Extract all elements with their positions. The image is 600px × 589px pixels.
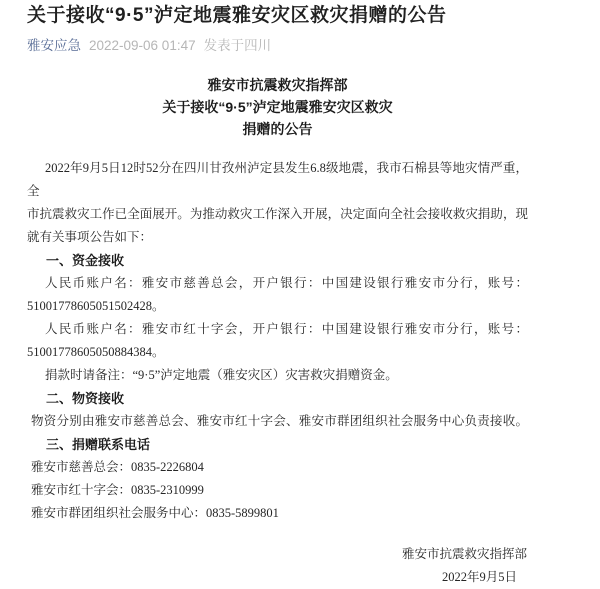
materials-paragraph [27, 410, 528, 433]
materials-line: 物资分别由雅安市慈善总会、雅安市红十字会、雅安市群团组织社会服务中心负责接收。 [31, 414, 528, 428]
footer-date: 2022年9月5日 [441, 570, 517, 584]
account-paragraph-1 [27, 272, 528, 318]
donation-note: 捐款时请备注：“9·5”泸定地震（雅安灾区）灾害救灾捐赠资金。 [45, 368, 398, 382]
section-2-heading: 二、物资接收 [46, 391, 125, 406]
doc-heading-line-3: 捐赠的公告 [242, 121, 313, 137]
account-2-details: 人民币账户名：雅安市红十字会，开户银行：中国建设银行雅安市分行，账号： [45, 322, 528, 336]
account-1-details: 人民币账户名：雅安市慈善总会，开户银行：中国建设银行雅安市分行，账号： [45, 276, 528, 290]
doc-heading-line-2: 关于接收“9·5”泸定地震雅安灾区救灾 [162, 99, 393, 115]
account-paragraph-2 [27, 318, 528, 364]
article-title: 关于接收“9·5”泸定地震雅安灾区救灾捐赠的公告 [27, 5, 447, 26]
contact-line-redcross: 雅安市红十字会：0835-2310999 [31, 483, 204, 497]
section-3-heading: 三、捐赠联系电话 [46, 437, 151, 452]
doc-heading-line-1: 雅安市抗震救灾指挥部 [207, 77, 348, 93]
byline [27, 36, 573, 55]
intro-line-3: 就有关事项公告如下： [27, 230, 153, 244]
announcement-document [27, 74, 528, 589]
intro-line-1: 2022年9月5日12时52分在四川甘孜州泸定县发生6.8级地震，我市石棉县等地灾情严重，全 [27, 161, 528, 198]
publish-location: 发表于四川 [203, 38, 272, 53]
account-2-number: 51001778605050884384。 [27, 345, 165, 359]
contact-line-charity: 雅安市慈善总会：0835-2226804 [31, 460, 204, 474]
section-1-heading: 一、资金接收 [46, 253, 125, 268]
doc-body [27, 157, 528, 589]
account-name-link[interactable]: 雅安应急 [27, 38, 81, 53]
account-1-number: 51001778605051502428。 [27, 299, 165, 313]
publish-time: 2022-09-06 01:47 [89, 38, 196, 53]
intro-paragraph [27, 157, 528, 249]
footer-signature: 雅安市抗震救灾指挥部 [401, 547, 527, 561]
contact-line-service-center: 雅安市群团组织社会服务中心：0835-5899801 [31, 506, 279, 520]
doc-footer [27, 543, 528, 589]
intro-line-2: 市抗震救灾工作已全面展开。为推动救灾工作深入开展，决定面向全社会接收救灾捐助，现 [27, 207, 528, 221]
doc-heading [27, 74, 528, 140]
